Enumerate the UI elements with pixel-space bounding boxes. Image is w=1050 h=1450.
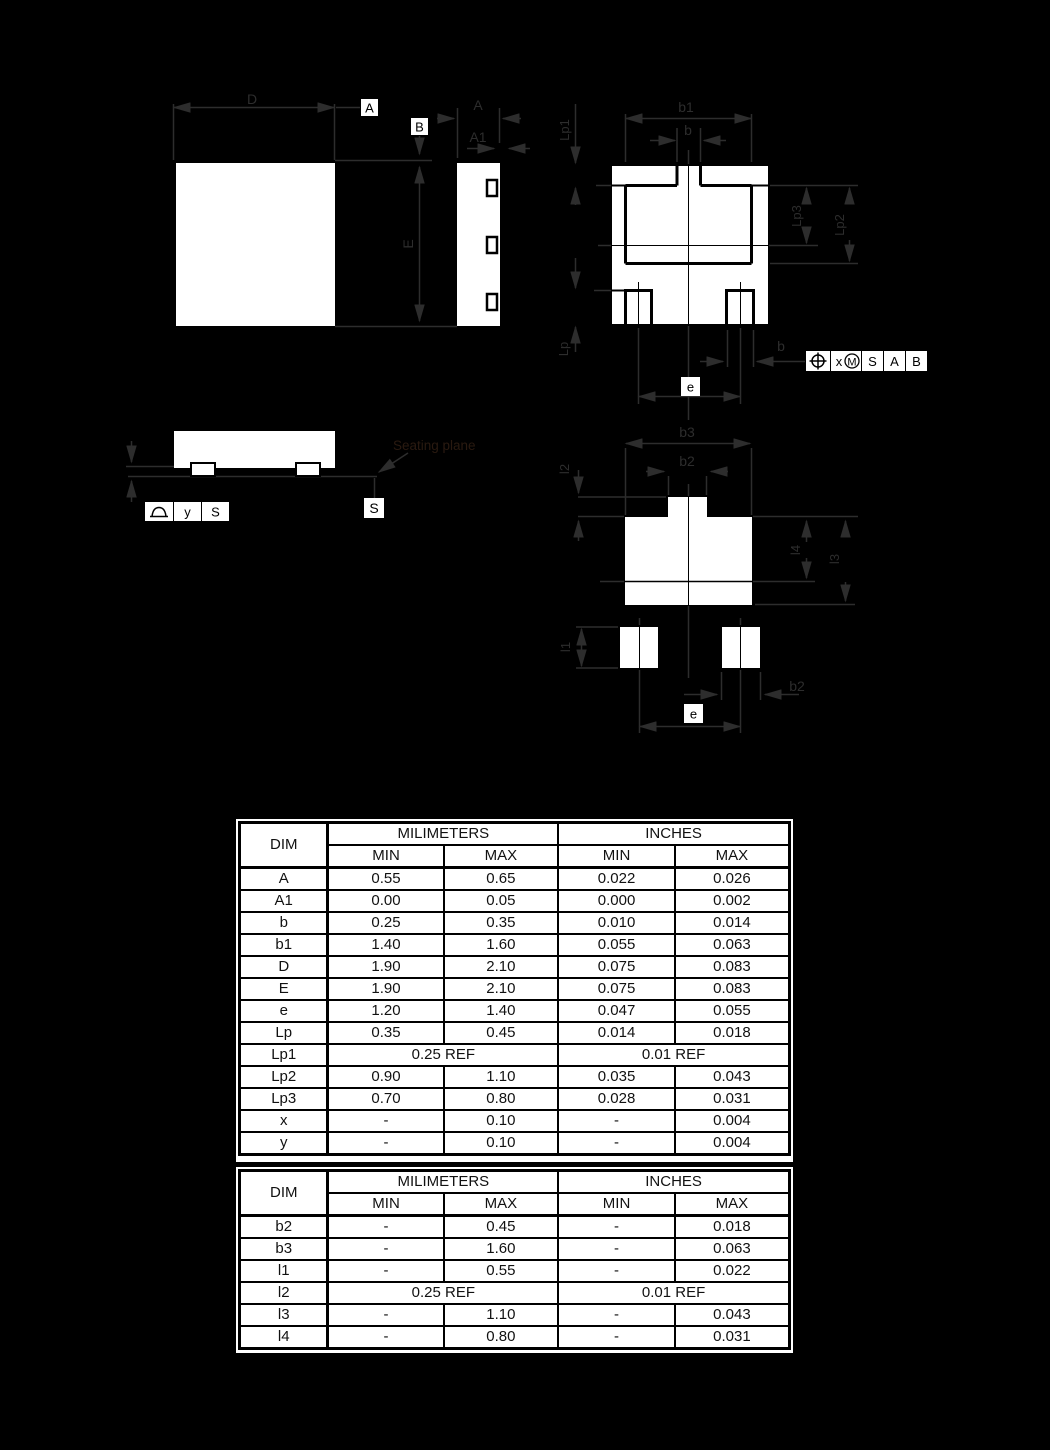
table-row: [240, 1260, 790, 1282]
dim-label-a: A: [473, 97, 483, 113]
value-cell: 0.35: [444, 912, 559, 934]
feature-control-frame-seating: [145, 502, 229, 521]
value-cell: 0.018: [675, 1022, 790, 1044]
table-row: [240, 1022, 790, 1044]
value-cell: 0.90: [328, 1066, 444, 1088]
value-cell: 0.014: [675, 912, 790, 934]
dim-cell: Lp3: [240, 1088, 328, 1110]
dim-cell: b1: [240, 934, 328, 956]
value-cell: 0.05: [444, 890, 559, 912]
datum-box-b: [411, 118, 428, 135]
dim-label-e-bottom-view: e: [686, 379, 695, 395]
fcf-seating-tolerance-label: y: [184, 504, 191, 520]
value-cell: 0.70: [328, 1088, 444, 1110]
value-cell: 0.25: [328, 912, 444, 934]
dim-cell: b3: [240, 1238, 328, 1260]
header-mm-max: MAX: [444, 1193, 559, 1216]
fcf-datum-a: A: [890, 354, 899, 369]
package-body-top-view: [176, 163, 335, 326]
value-cell: 1.40: [444, 1000, 559, 1022]
value-cell: 0.45: [444, 1022, 559, 1044]
dim-label-lp: Lp: [556, 341, 571, 357]
header-in-max: MAX: [675, 1193, 790, 1216]
dim-cell: Lp2: [240, 1066, 328, 1088]
value-cell: 0.002: [675, 890, 790, 912]
value-cell: 0.01 REF: [558, 1044, 789, 1066]
dim-cell: x: [240, 1110, 328, 1132]
value-cell: -: [558, 1260, 675, 1282]
dim-label-l4: l4: [788, 544, 803, 556]
value-cell: 0.01 REF: [558, 1282, 789, 1304]
table-row: [240, 1110, 790, 1132]
value-cell: -: [558, 1238, 675, 1260]
dim-label-b2-bottom: b2: [789, 678, 805, 694]
land-pattern-shapes: [620, 497, 760, 668]
value-cell: 0.45: [444, 1216, 559, 1239]
value-cell: 0.004: [675, 1132, 790, 1155]
package-dimensions-table-wrap: [236, 819, 793, 1162]
header-inches: INCHES: [558, 823, 789, 846]
dim-cell: Lp1: [240, 1044, 328, 1066]
value-cell: 1.90: [328, 978, 444, 1000]
value-cell: -: [558, 1110, 675, 1132]
dim-label-l2: l2: [557, 463, 572, 475]
value-cell: 0.022: [558, 868, 675, 891]
table-row: [240, 1088, 790, 1110]
value-cell: 0.055: [558, 934, 675, 956]
dim-label-b-top: b: [684, 122, 692, 138]
value-cell: 0.65: [444, 868, 559, 891]
value-cell: 0.80: [444, 1088, 559, 1110]
value-cell: 0.00: [328, 890, 444, 912]
value-cell: 0.25 REF: [328, 1044, 558, 1066]
table-row: [240, 1216, 790, 1239]
value-cell: 1.60: [444, 1238, 559, 1260]
table-row: [240, 912, 790, 934]
datum-box-a: [361, 99, 378, 116]
value-cell: -: [328, 1132, 444, 1155]
value-cell: 0.10: [444, 1110, 559, 1132]
value-cell: 1.20: [328, 1000, 444, 1022]
value-cell: 0.035: [558, 1066, 675, 1088]
dim-label-b-bottom: b: [777, 338, 785, 354]
value-cell: 0.043: [675, 1066, 790, 1088]
dim-label-d: D: [246, 91, 258, 107]
value-cell: -: [558, 1132, 675, 1155]
table-row: [240, 1066, 790, 1088]
dim-label-e-land-pattern: e: [689, 706, 698, 722]
table-row: [240, 934, 790, 956]
value-cell: 0.35: [328, 1022, 444, 1044]
value-cell: 0.026: [675, 868, 790, 891]
table-row: [240, 978, 790, 1000]
value-cell: 1.40: [328, 934, 444, 956]
dim-label-lp1: Lp1: [557, 119, 572, 141]
fcf-modifier-label: M: [847, 356, 857, 369]
pitch-label-box-bottom-view: [681, 377, 700, 396]
datum-s-label: S: [369, 500, 379, 516]
fcf-tolerance-label: x: [835, 354, 843, 369]
dim-cell: A: [240, 868, 328, 891]
datum-a-label: A: [365, 100, 374, 116]
value-cell: 1.10: [444, 1066, 559, 1088]
seating-plane-note: Seating plane: [393, 438, 476, 453]
value-cell: 0.028: [558, 1088, 675, 1110]
feature-control-frame-position: [806, 351, 927, 371]
value-cell: -: [328, 1110, 444, 1132]
dim-label-l3: l3: [827, 553, 842, 565]
value-cell: 0.018: [675, 1216, 790, 1239]
value-cell: -: [558, 1326, 675, 1349]
fcf-seating-datum-label: S: [211, 504, 220, 520]
table-row: [240, 1282, 790, 1304]
dim-label-b2-top: b2: [679, 453, 695, 469]
dim-cell: b: [240, 912, 328, 934]
header-millimeters: MILIMETERS: [328, 1171, 558, 1194]
table-row: [240, 1044, 790, 1066]
value-cell: 0.004: [675, 1110, 790, 1132]
dim-label-e: E: [400, 239, 416, 249]
table-row: [240, 868, 790, 891]
value-cell: 0.031: [675, 1326, 790, 1349]
datum-b-label: B: [415, 119, 424, 135]
header-mm-max: MAX: [444, 845, 559, 868]
header-dim: DIM: [240, 823, 328, 868]
header-in-max: MAX: [675, 845, 790, 868]
value-cell: 0.083: [675, 978, 790, 1000]
value-cell: 0.063: [675, 934, 790, 956]
header-in-min: MIN: [558, 845, 675, 868]
dim-cell: Lp: [240, 1022, 328, 1044]
value-cell: 0.083: [675, 956, 790, 978]
value-cell: 0.25 REF: [328, 1282, 558, 1304]
header-mm-min: MIN: [328, 1193, 444, 1216]
table-row: [240, 1000, 790, 1022]
dim-label-a1: A1: [469, 129, 487, 145]
value-cell: 0.55: [444, 1260, 559, 1282]
dim-label-l1: l1: [558, 641, 573, 653]
header-millimeters: MILIMETERS: [328, 823, 558, 846]
dim-cell: E: [240, 978, 328, 1000]
value-cell: 0.043: [675, 1304, 790, 1326]
dim-label-lp2: Lp2: [832, 214, 847, 236]
value-cell: -: [328, 1304, 444, 1326]
value-cell: -: [328, 1238, 444, 1260]
dim-cell: l3: [240, 1304, 328, 1326]
value-cell: -: [328, 1326, 444, 1349]
value-cell: -: [328, 1216, 444, 1239]
table-row: [240, 890, 790, 912]
land-pattern-dimensions-table-wrap: [236, 1167, 793, 1353]
table-row: [240, 1238, 790, 1260]
value-cell: 0.010: [558, 912, 675, 934]
value-cell: 0.047: [558, 1000, 675, 1022]
value-cell: 0.80: [444, 1326, 559, 1349]
value-cell: -: [558, 1304, 675, 1326]
header-mm-min: MIN: [328, 845, 444, 868]
dim-label-b1: b1: [678, 99, 694, 115]
table-row: [240, 1326, 790, 1349]
table-row: [240, 1132, 790, 1155]
value-cell: 2.10: [444, 978, 559, 1000]
value-cell: 0.075: [558, 978, 675, 1000]
dim-cell: y: [240, 1132, 328, 1155]
table-row: [240, 956, 790, 978]
dim-cell: e: [240, 1000, 328, 1022]
value-cell: 0.063: [675, 1238, 790, 1260]
dim-cell: l4: [240, 1326, 328, 1349]
fcf-datum-s: S: [868, 354, 877, 369]
land-pattern-dimensions-table: [238, 1169, 791, 1350]
header-dim: DIM: [240, 1171, 328, 1216]
dim-cell: A1: [240, 890, 328, 912]
value-cell: 2.10: [444, 956, 559, 978]
value-cell: 0.014: [558, 1022, 675, 1044]
value-cell: -: [558, 1216, 675, 1239]
dim-cell: b2: [240, 1216, 328, 1239]
value-cell: 0.022: [675, 1260, 790, 1282]
value-cell: 0.000: [558, 890, 675, 912]
value-cell: 0.075: [558, 956, 675, 978]
dim-cell: D: [240, 956, 328, 978]
datum-box-s: [364, 498, 384, 518]
value-cell: 0.55: [328, 868, 444, 891]
value-cell: 0.031: [675, 1088, 790, 1110]
value-cell: -: [328, 1260, 444, 1282]
value-cell: 0.055: [675, 1000, 790, 1022]
fcf-datum-b: B: [912, 354, 921, 369]
dim-label-b3: b3: [679, 424, 695, 440]
dim-cell: l2: [240, 1282, 328, 1304]
pitch-label-box-land-pattern: [684, 704, 703, 723]
header-inches: INCHES: [558, 1171, 789, 1194]
value-cell: 1.90: [328, 956, 444, 978]
value-cell: 1.60: [444, 934, 559, 956]
dim-label-lp3: Lp3: [789, 205, 804, 227]
value-cell: 1.10: [444, 1304, 559, 1326]
table-row: [240, 1304, 790, 1326]
value-cell: 0.10: [444, 1132, 559, 1155]
dim-cell: l1: [240, 1260, 328, 1282]
package-dimensions-table: [238, 821, 791, 1156]
header-in-min: MIN: [558, 1193, 675, 1216]
